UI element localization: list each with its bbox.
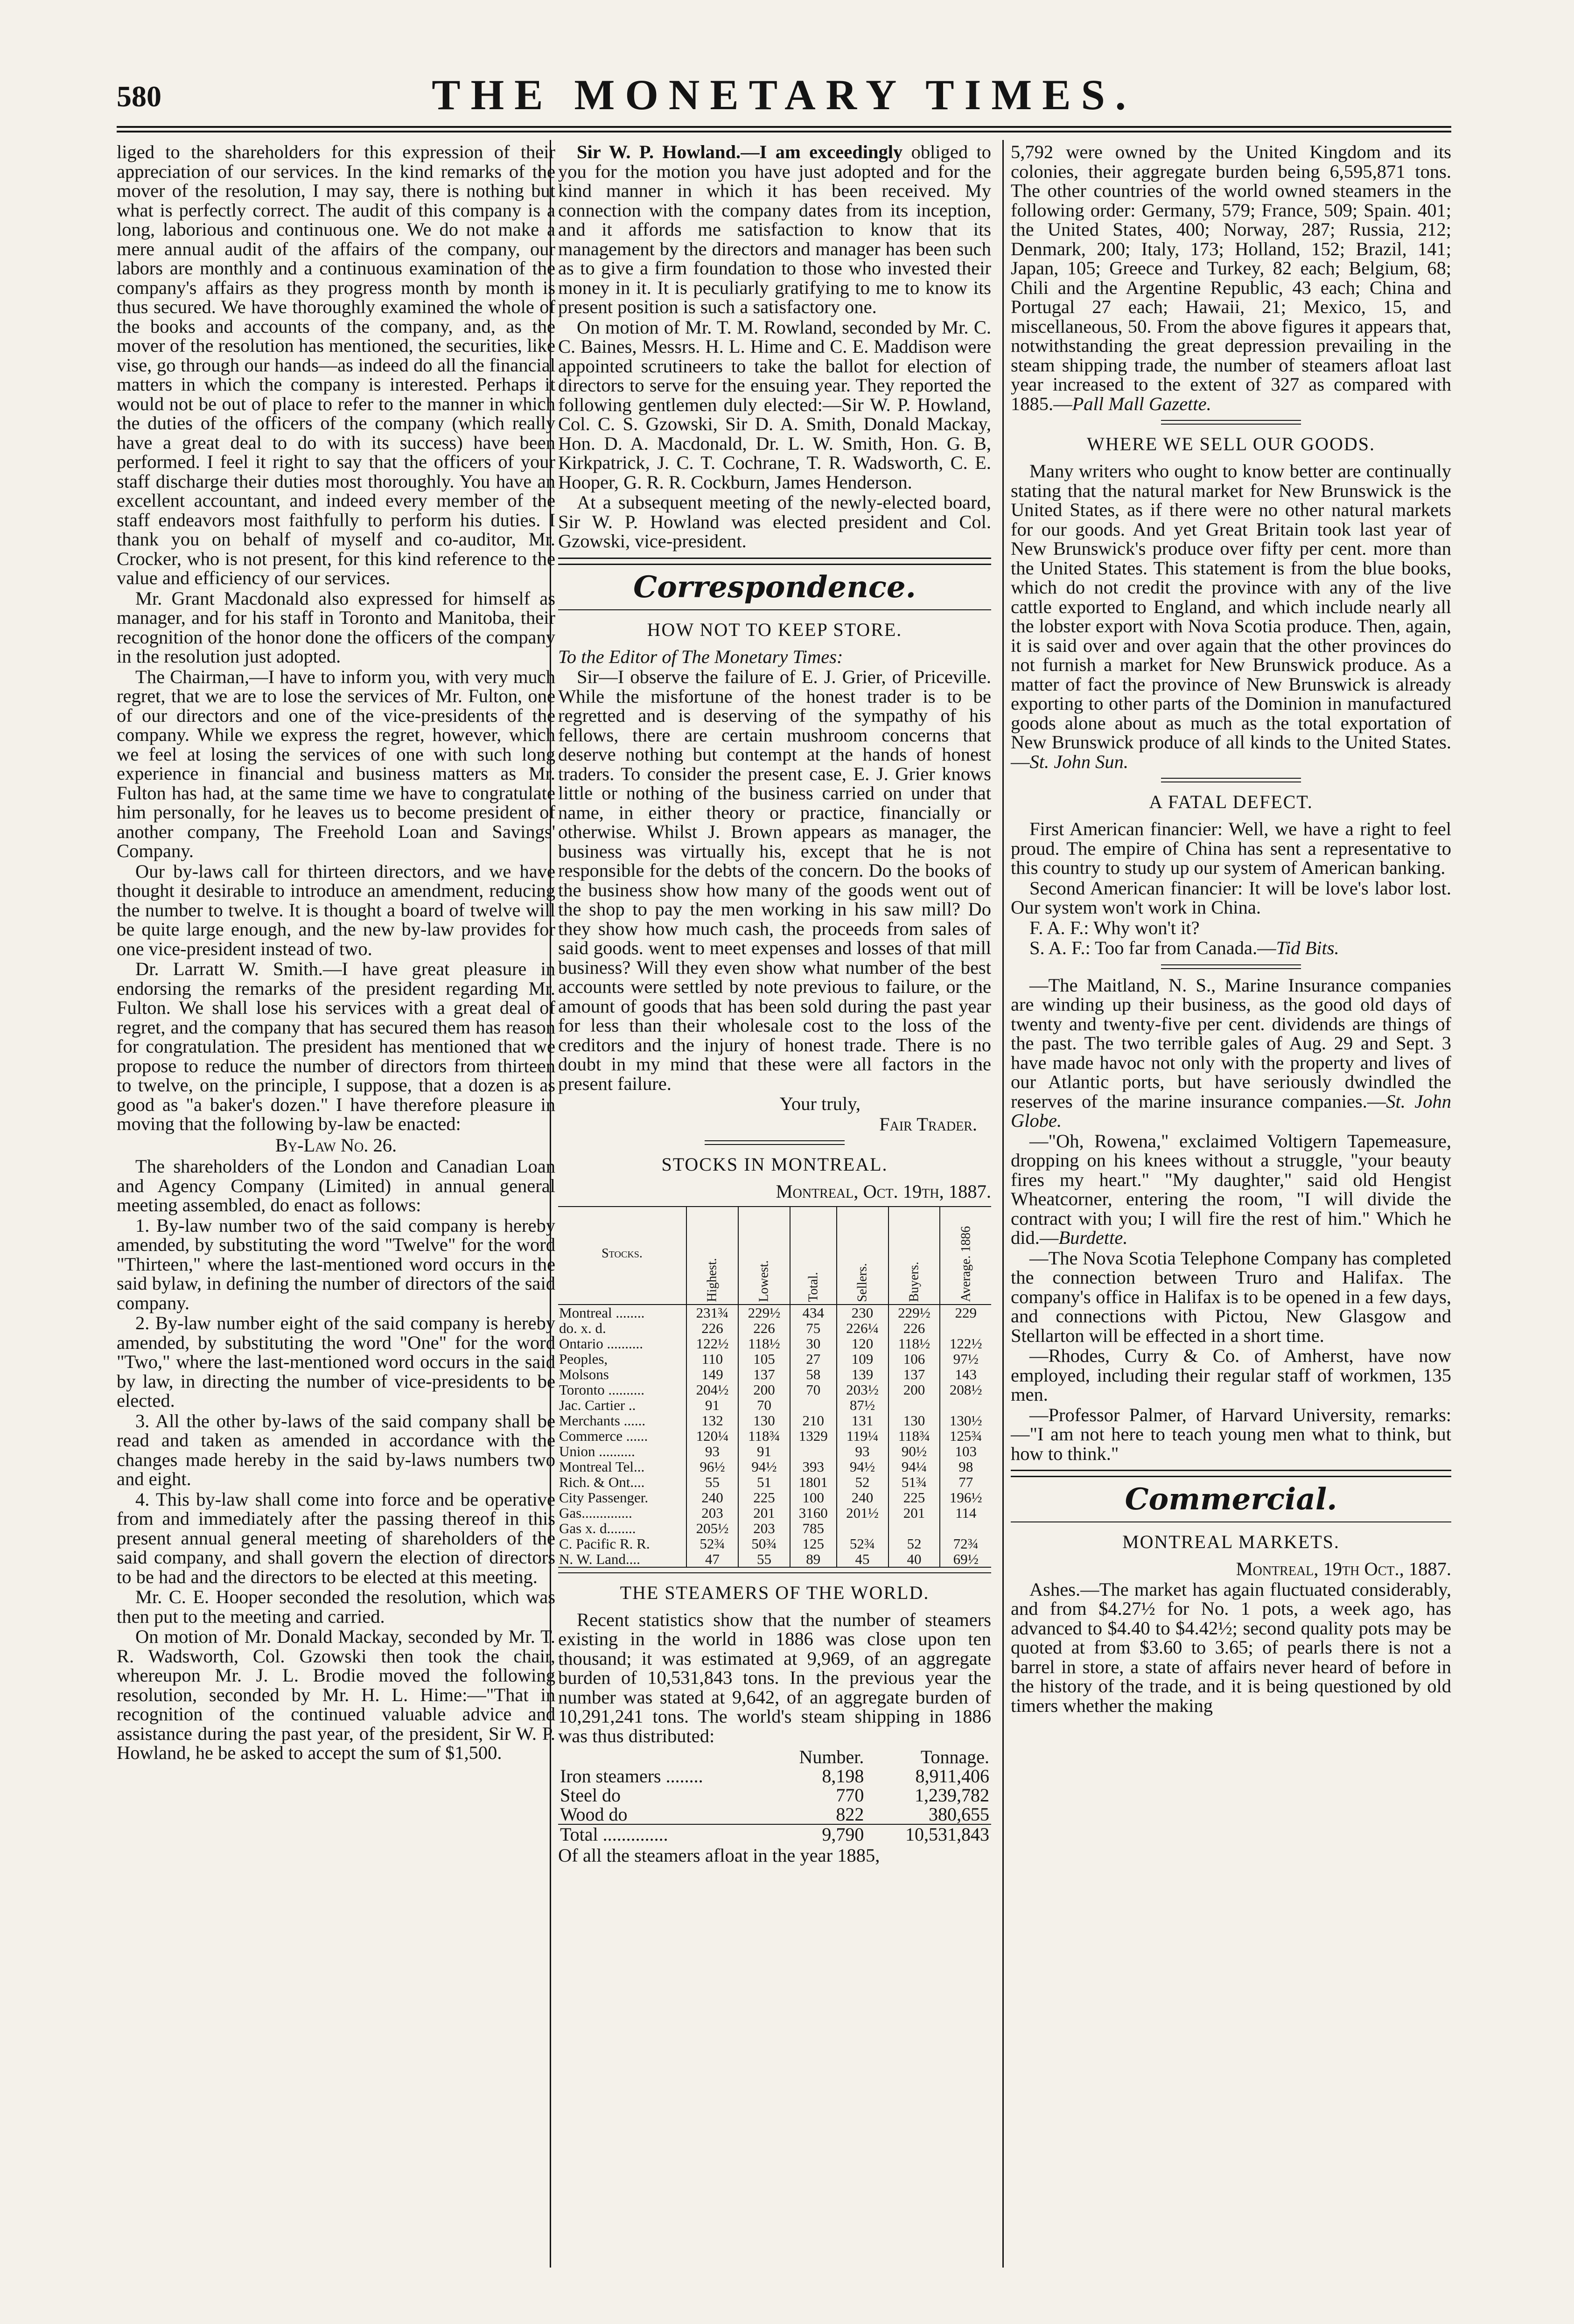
- stock-value-cell: 75: [790, 1320, 837, 1336]
- masthead: [117, 70, 1451, 126]
- article-paragraph: Many writers who ought to know better are continually stating that the natural market for New Brunswick is the United States, as if there were no other natural markets for our goods. And yet Great Britain took last year of New Brunswick's produce over fifty per cent. more than the United States. This statement is from the blue books, which do not credit the province with any of the live cattle exported to England, and which include nearly all the lobster export with Nova Scotia produce. Then, again, it is said over and over again that the other provinces do not furnish a market for New Brunswick produce. As a matter of fact the province of New Brunswick is already exporting to other parts of the Dominion in manufactured goods alone about as much as the total exportation of New Brunswick produce of all kinds to the United States.—St. John Sun.: [1011, 461, 1451, 772]
- stock-value-cell: 3160: [790, 1505, 837, 1521]
- speaker-lead: Sir W. P. Howland.—I am exceedingly: [577, 141, 903, 162]
- stock-value-cell: 93: [837, 1444, 888, 1459]
- table-row: [558, 1536, 991, 1551]
- stock-value-cell: 132: [686, 1413, 738, 1428]
- stock-name-cell: Commerce ......: [559, 1427, 648, 1444]
- article-paragraph: First American financier: Well, we have a right to feel proud. The empire of China has sent a representative to this country to study up our system of American banking.: [1011, 818, 1451, 878]
- stock-value-cell: 52¾: [837, 1536, 888, 1551]
- article-paragraph: F. A. F.: Why won't it?: [1029, 917, 1200, 938]
- stock-value-cell: 196½: [940, 1490, 991, 1505]
- stock-name-cell: Ontario ..........: [559, 1335, 643, 1352]
- section-heading-commercial: Commercial.: [1125, 1482, 1337, 1517]
- stock-value-cell: 118½: [738, 1336, 790, 1351]
- stock-value-cell: [940, 1521, 991, 1536]
- stock-value-cell: 52: [837, 1474, 888, 1490]
- stock-value-cell: 225: [888, 1490, 940, 1505]
- stock-name-cell: do. x. d.: [559, 1319, 606, 1336]
- stock-value-cell: 226: [888, 1320, 940, 1336]
- stock-value-cell: 70: [738, 1397, 790, 1413]
- table-row: [558, 1336, 991, 1351]
- column-header: Buyers.: [888, 1207, 940, 1305]
- stock-value-cell: 434: [790, 1305, 837, 1320]
- table-row: Steel do 770 1,239,782: [560, 1785, 989, 1806]
- table-row: [558, 1413, 991, 1428]
- stock-name-cell: Jac. Cartier ..: [559, 1396, 636, 1413]
- column-header: Average. 1886: [940, 1207, 991, 1305]
- stock-value-cell: 131: [837, 1413, 888, 1428]
- stock-value-cell: [940, 1397, 991, 1413]
- table-header-row: [558, 1207, 991, 1305]
- stock-value-cell: 130: [738, 1413, 790, 1428]
- stock-value-cell: 201: [738, 1505, 790, 1521]
- article-paragraph: liged to the shareholders for this expression of their appreciation of our services. In the kind remarks of the mover of the resolution, I may say, there is nothing but what is perfectly correct. The audit of this company is a long, laborious and continuous one. We do not make a mere annual audit of the affairs of the company, our labors are monthly and a continuous examination of the company's affairs as they progress month by month is thus secured. We have thoroughly examined the whole of the books and accounts of the company, and, as the mover of the resolution has mentioned, the securities, like vise, go through our hands—as indeed do all the financial matters in which the company is interested. Perhaps it would not be out of place to refer to the manner in which the duties of the officers of the company (which really have a great deal to do with its success) have been performed. I feel it right to say that the officers of your staff discharge their duties most thoroughly. You have an excellent accountant, and indeed every member of the staff endeavors most faithfully to perform his duties. I thank you on behalf of myself and co-auditor, Mr. Crocker, who is not present, for this kind reference to the value and efficiency of our services.: [117, 141, 555, 588]
- stock-name-cell: Union ..........: [559, 1443, 635, 1459]
- stock-name-cell: Toronto ..........: [559, 1381, 644, 1398]
- stock-value-cell: 47: [686, 1551, 738, 1567]
- stock-value-cell: 203: [686, 1505, 738, 1521]
- article-heading: HOW NOT TO KEEP STORE.: [647, 619, 902, 640]
- stock-value-cell: 69½: [940, 1551, 991, 1567]
- stock-value-cell: 208½: [940, 1382, 991, 1397]
- stock-value-cell: 77: [940, 1474, 991, 1490]
- stock-value-cell: 91: [738, 1444, 790, 1459]
- stock-value-cell: 52¾: [686, 1536, 738, 1551]
- table-row: [558, 1367, 991, 1382]
- stock-value-cell: 120¼: [686, 1428, 738, 1444]
- news-item: —Professor Palmer, of Harvard University, remarks:—"I am not here to teach young men what to think, but how to think.": [1011, 1404, 1451, 1464]
- stock-value-cell: 231¾: [686, 1305, 738, 1320]
- stock-value-cell: 114: [940, 1505, 991, 1521]
- stock-value-cell: [790, 1397, 837, 1413]
- table-row: [558, 1428, 991, 1444]
- rule: [1011, 1521, 1451, 1522]
- stock-name-cell: Rich. & Ont....: [559, 1473, 645, 1490]
- stock-value-cell: 30: [790, 1336, 837, 1351]
- table-header-row: Number. Tonnage.: [799, 1746, 989, 1767]
- stock-value-cell: 55: [686, 1474, 738, 1490]
- article-paragraph: S. A. F.: Too far from Canada.—Tid Bits.: [1029, 937, 1339, 958]
- article-paragraph: Our by-laws call for thirteen directors, and we have thought it desirable to introduce an amendment, reducing the number to twelve. It is thought a board of twelve will be quite large enough, and the new by-law provides for one vice-president instead of two.: [117, 860, 555, 959]
- article-paragraph: The Chairman,—I have to inform you, with very much regret, that we are to lose the services of Mr. Fulton, one of our directors and one of the vice-presidents of the company. While we express the regret, however, which we feel at losing the services of one with such long experience in financial and business matters as Mr. Fulton has had, at the same time we have to congratulate him personally, for he leaves us to become president of another company, The Freehold Loan and Savings' Company.: [117, 666, 555, 861]
- stock-name-cell: N. W. Land....: [558, 1551, 686, 1567]
- article-paragraph: Mr. C. E. Hooper seconded the resolution, which was then put to the meeting and carried.: [117, 1586, 555, 1627]
- stock-value-cell: 96½: [686, 1459, 738, 1474]
- table-row: [558, 1490, 991, 1505]
- stock-value-cell: 226: [738, 1320, 790, 1336]
- stock-value-cell: 100: [790, 1490, 837, 1505]
- table-row: Iron steamers ........ 8,198 8,911,406: [560, 1766, 989, 1787]
- article-paragraph: Sir W. P. Howland.—I am exceedingly obliged to you for the motion you have just adopted and for the kind manner in which it has been received. My connection with the company dates from its inception, and it affords me satisfaction to know that its management by the directors and manager has been such as to give a firm foundation to those who invested their money in it. It is peculiarly gratifying to me to know its present position is such a satisfactory one.: [558, 141, 991, 317]
- section-rule: [558, 558, 991, 565]
- dateline: Montreal, 19th Oct., 1887.: [1236, 1558, 1451, 1579]
- rule: [558, 1572, 991, 1573]
- stock-value-cell: 125¾: [940, 1428, 991, 1444]
- stock-value-cell: 201½: [837, 1505, 888, 1521]
- source-credit: St. John Globe.: [1011, 1090, 1452, 1131]
- stock-value-cell: 393: [790, 1459, 837, 1474]
- bylaw-clause: 1. By-law number two of the said company is hereby amended, by substituting the word "Twelve" for the word "Thirteen," where the last-mentioned word occurs in the said bylaw, in defining the number of directors of the said company.: [117, 1214, 555, 1313]
- news-item: —Rhodes, Curry & Co. of Amherst, have now employed, including their regular staff of workmen, 135 men.: [1011, 1345, 1451, 1405]
- table-row: [558, 1551, 991, 1567]
- column-1: [117, 142, 555, 1764]
- stock-value-cell: 51: [738, 1474, 790, 1490]
- news-item: —The Nova Scotia Telephone Company has completed the connection between Truro and Halifax. The company's office in Halifax is to be opened in a few days, and connections with Pictou, New Glasgow and Stellarton will be effected in a short time.: [1011, 1247, 1451, 1346]
- column-header: Highest.: [686, 1207, 738, 1305]
- stock-value-cell: 58: [790, 1367, 837, 1382]
- article-heading: A FATAL DEFECT.: [1149, 791, 1313, 812]
- stock-name-cell: Peoples,: [559, 1350, 608, 1367]
- table-total-row: Total .............. 9,790 10,531,843: [558, 1824, 991, 1844]
- stock-value-cell: 55: [738, 1551, 790, 1567]
- stock-value-cell: 45: [837, 1551, 888, 1567]
- source-credit: Tid Bits.: [1276, 937, 1339, 958]
- rule: [558, 609, 991, 610]
- stock-value-cell: 201: [888, 1505, 940, 1521]
- stock-value-cell: 139: [837, 1367, 888, 1382]
- stock-value-cell: 94¼: [888, 1459, 940, 1474]
- stock-value-cell: 125: [790, 1536, 837, 1551]
- stock-value-cell: 122½: [940, 1336, 991, 1351]
- stock-value-cell: 130½: [940, 1413, 991, 1428]
- article-paragraph: Of all the steamers afloat in the year 1885,: [558, 1845, 880, 1866]
- column-2: [551, 142, 999, 1866]
- stock-value-cell: 103: [940, 1444, 991, 1459]
- article-paragraph: Recent statistics show that the number of steamers existing in the world in 1886 was close upon ten thousand; it was estimated at 9,969, of an aggregate burden of 10,531,843 tons. In the previous year the number was stated at 9,642, of an aggregate burden of 10,291,241 tons. The world's steam shipping in 1886 was thus distributed:: [558, 1609, 991, 1746]
- stock-value-cell: [940, 1320, 991, 1336]
- stock-name-cell: Gas x. d........: [559, 1520, 636, 1536]
- page-number: 580: [117, 80, 161, 113]
- stock-value-cell: 203: [738, 1521, 790, 1536]
- stock-name-cell: City Passenger.: [559, 1489, 649, 1506]
- source-credit: St. John Sun.: [1029, 751, 1128, 772]
- section-rule: [1011, 1470, 1451, 1477]
- article-heading: THE STEAMERS OF THE WORLD.: [620, 1582, 930, 1603]
- stock-value-cell: 785: [790, 1521, 837, 1536]
- column-header: Lowest.: [738, 1207, 790, 1305]
- article-paragraph: Dr. Larratt W. Smith.—I have great pleasure in endorsing the remarks of the president regarding Mr. Fulton. We shall lose his services with a great deal of regret, and the company that has secured them has reason for congratulation. The president has mentioned that we propose to reduce the number of directors from thirteen to twelve, on the principle, I suppose, that a dozen is as good as "a baker's dozen." I have therefore pleasure in moving that the following by-law be enacted:: [117, 958, 555, 1134]
- market-report: Ashes.—The market has again fluctuated considerably, and from $4.27½ for No. 1 pots, a week ago, has advanced to $4.40 to $4.42½; second quality pots may be quoted at from $3.60 to 3.65; of pearls there is not a barrel in store, a state of affairs never heard of before in the history of the trade, and it is being questioned by old timers whether the making: [1011, 1578, 1451, 1716]
- stock-value-cell: 149: [686, 1367, 738, 1382]
- article-paragraph: On motion of Mr. Donald Mackay, seconded by Mr. T. R. Wadsworth, Col. Gzowski then took the chair, whereupon Mr. J. L. Brodie moved the following resolution, seconded by Mr. H. L. Hime:—"That in recognition of the continued valuable advice and assistance during the past year, of the president, Sir W. P. Howland, he be asked to accept the sum of $1,500.: [117, 1626, 555, 1763]
- stock-value-cell: 1801: [790, 1474, 837, 1490]
- article-paragraph: Second American financier: It will be love's labor lost. Our system won't work in China.: [1011, 877, 1451, 918]
- stock-value-cell: 52: [888, 1536, 940, 1551]
- stock-name-cell: Gas..............: [559, 1504, 632, 1521]
- stock-value-cell: 226: [686, 1320, 738, 1336]
- stock-value-cell: 106: [888, 1351, 940, 1367]
- stock-value-cell: 204½: [686, 1382, 738, 1397]
- stock-name-cell: Montreal ........: [559, 1304, 645, 1321]
- letter-salutation: To the Editor of The Monetary Times:: [558, 646, 843, 667]
- stock-value-cell: 90½: [888, 1444, 940, 1459]
- source-credit: Burdette.: [1058, 1227, 1128, 1248]
- table-row: [558, 1521, 991, 1536]
- article-heading: STOCKS IN MONTREAL.: [661, 1154, 888, 1175]
- column-header: Stocks.: [558, 1207, 686, 1305]
- table-row: [558, 1459, 991, 1474]
- rule: [1161, 420, 1301, 425]
- stock-value-cell: 143: [940, 1367, 991, 1382]
- stock-value-cell: 137: [888, 1367, 940, 1382]
- stock-value-cell: 72¾: [940, 1536, 991, 1551]
- stock-value-cell: 230: [837, 1305, 888, 1320]
- stock-value-cell: 229½: [888, 1305, 940, 1320]
- table-row: [558, 1382, 991, 1397]
- article-paragraph: Mr. Grant Macdonald also expressed for himself as manager, and for his staff in Toronto and Manitoba, their recognition of the honor done the officers of the company in the resolution just adopted.: [117, 587, 555, 667]
- stock-value-cell: 94½: [738, 1459, 790, 1474]
- stock-value-cell: 210: [790, 1413, 837, 1428]
- stock-value-cell: 1329: [790, 1428, 837, 1444]
- stock-value-cell: 91: [686, 1397, 738, 1413]
- column-header: Sellers.: [837, 1207, 888, 1305]
- stock-value-cell: 93: [686, 1444, 738, 1459]
- table-row: [558, 1320, 991, 1336]
- news-item: —The Maitland, N. S., Marine Insurance companies are winding up their business, as the good old days of twenty and twenty-five per cent. dividends are things of the past. The two terrible gales of Aug. 29 and Sept. 3 have made havoc not only with the property and lives of our Atlantic ports, but have seriously dwindled the reserves of the marine insurance companies.—St. John Globe.: [1011, 974, 1452, 1131]
- table-row: [558, 1351, 991, 1367]
- column-3: [1003, 142, 1451, 1716]
- stock-value-cell: 120: [837, 1336, 888, 1351]
- stock-value-cell: 118¾: [738, 1428, 790, 1444]
- stock-name-cell: Merchants ......: [559, 1412, 646, 1429]
- letter-signature: Fair Trader.: [879, 1113, 977, 1135]
- article-paragraph: On motion of Mr. T. M. Rowland, seconded by Mr. C. C. Baines, Messrs. H. L. Hime and C. E. Maddison were appointed scrutineers to take the ballot for election of directors to serve for the ensuing year. They reported the following gentlemen duly elected:—Sir W. P. Howland, Col. C. S. Gzowski, Sir D. A. Smith, Donald Mackay, Hon. D. A. Macdonald, Dr. L. W. Smith, Hon. G. B, Kirkpatrick, J. C. T. Cochrane, T. R. Wadsworth, C. E. Hooper, G. R. R. Cockburn, James Henderson.: [558, 316, 991, 493]
- news-item: —"Oh, Rowena," exclaimed Voltigern Tapemeasure, dropping on his knees without a struggle, "your beauty fires my heart." "My daughter," said old Hengist Wheatcorner, entering the room, "I will divide the contract with you; I will fire the rest of him." Which he did.—Burdette.: [1011, 1130, 1451, 1248]
- stock-value-cell: 229: [940, 1305, 991, 1320]
- rule: [1161, 778, 1301, 782]
- stock-value-cell: 97½: [940, 1351, 991, 1367]
- stock-value-cell: 200: [888, 1382, 940, 1397]
- stock-value-cell: 40: [888, 1551, 940, 1567]
- stock-value-cell: 137: [738, 1367, 790, 1382]
- stock-value-cell: [790, 1444, 837, 1459]
- bylaw-clause: 4. This by-law shall come into force and be operative from and immediately after the passing thereof in this present annual general meeting of shareholders of the said company, and shall govern the election of directors to be had and the directors to be elected at this meeting.: [117, 1488, 555, 1587]
- letter-body: Sir—I observe the failure of E. J. Grier, of Priceville. While the misfortune of the honest trader is to be regretted and is deserving of the sympathy of his fellows, there are certain mushroom concerns that deserve nothing but contempt at the hands of honest traders. To consider the present case, E. J. Grier knows little or nothing of the business carried on under that name, in either theory or practice, financially or otherwise. Whilst J. Brown appears as manager, the business was virtually his, except that he is not responsible for the debts of the concern. Do the books of the business show how many of the goods went out of the shop to pay the men working in his saw mill? Do they show how much cash, the proceeds from sales of said goods. went to meet expenses and losses of that mill business? Will they even show what number of the best accounts were settled by note previous to failure, or the amount of goods that has been sold during the past year for less than their wholesale cost to the loss of the creditors and the injury of honest trade. There is no doubt in my mind that these were all factors in the present failure.: [558, 666, 991, 1094]
- article-heading: MONTREAL MARKETS.: [1122, 1531, 1340, 1552]
- letter-closing: Your truly,: [779, 1093, 860, 1114]
- table-row: Wood do 822 380,655: [560, 1804, 989, 1825]
- stock-value-cell: 89: [790, 1551, 837, 1567]
- stock-name-cell: C. Pacific R. R.: [559, 1535, 650, 1552]
- column-header: Total.: [790, 1207, 837, 1305]
- stock-value-cell: 118¾: [888, 1428, 940, 1444]
- stock-value-cell: 200: [738, 1382, 790, 1397]
- table-row: [558, 1474, 991, 1490]
- stock-value-cell: 70: [790, 1382, 837, 1397]
- bylaw-title: By-Law No. 26.: [275, 1134, 397, 1156]
- rule: [1161, 964, 1301, 969]
- stock-value-cell: 110: [686, 1351, 738, 1367]
- section-heading-correspondence: Correspondence.: [633, 569, 916, 605]
- stock-value-cell: 94½: [837, 1459, 888, 1474]
- table-row: [558, 1397, 991, 1413]
- stock-value-cell: 203½: [837, 1382, 888, 1397]
- stock-value-cell: 98: [940, 1459, 991, 1474]
- bylaw-clause: 2. By-law number eight of the said company is hereby amended, by substituting the word "One" for the word "Two," where the last-mentioned word occurs in the said by law, in directing the number of vice-presidents to be elected.: [117, 1312, 555, 1411]
- article-paragraph: 5,792 were owned by the United Kingdom and its colonies, their aggregate burden being 6,595,871 tons. The other countries of the world owned steamers in the following order: Germany, 579; France, 509; Spain. 401; the United States, 400; Norway, 287; Russia, 212; Denmark, 200; Italy, 173; Holland, 152; Brazil, 141; Japan, 105; Greece and Turkey, 82 each; Belgium, 68; Chili and the Argentine Republic, 43 each; China and Portugal 27 each; Hawaii, 21; Mexico, 15, and miscellaneous, 50. From the above figures it appears that, notwithstanding the great depression prevailing in the steam shipping trade, the number of steamers afloat last year increased to the extent of 327 as compared with 1885.—Pall Mall Gazette.: [1011, 141, 1451, 414]
- stock-value-cell: [888, 1521, 940, 1536]
- table-row: [558, 1505, 991, 1521]
- dateline: Montreal, Oct. 19th, 1887.: [776, 1181, 991, 1202]
- stock-value-cell: 240: [686, 1490, 738, 1505]
- stock-value-cell: 119¼: [837, 1428, 888, 1444]
- stock-value-cell: 226¼: [837, 1320, 888, 1336]
- stock-value-cell: 225: [738, 1490, 790, 1505]
- stock-value-cell: 87½: [837, 1397, 888, 1413]
- article-paragraph: At a subsequent meeting of the newly-elected board, Sir W. P. Howland was elected president and Col. Gzowski, vice-president.: [558, 492, 991, 551]
- stock-value-cell: 51¾: [888, 1474, 940, 1490]
- article-heading: WHERE WE SELL OUR GOODS.: [1087, 433, 1375, 454]
- stock-value-cell: 229½: [738, 1305, 790, 1320]
- rule: [705, 1140, 845, 1145]
- stock-value-cell: 122½: [686, 1336, 738, 1351]
- stock-name-cell: Montreal Tel...: [559, 1458, 645, 1475]
- shipping-table: [558, 1747, 991, 1844]
- masthead-rule: [117, 126, 1451, 133]
- stock-name-cell: Molsons: [559, 1366, 609, 1382]
- stock-value-cell: [888, 1397, 940, 1413]
- stock-value-cell: 109: [837, 1351, 888, 1367]
- article-paragraph: The shareholders of the London and Canadian Loan and Agency Company (Limited) in annual general meeting assembled, do enact as follows:: [117, 1156, 555, 1215]
- publication-title: THE MONETARY TIMES.: [432, 71, 1136, 119]
- stock-value-cell: 130: [888, 1413, 940, 1428]
- stock-value-cell: [837, 1521, 888, 1536]
- stocks-table: [558, 1206, 991, 1568]
- source-credit: Pall Mall Gazette.: [1072, 393, 1211, 414]
- stock-value-cell: 105: [738, 1351, 790, 1367]
- stock-value-cell: 50¾: [738, 1536, 790, 1551]
- table-row: [558, 1444, 991, 1459]
- stock-value-cell: 27: [790, 1351, 837, 1367]
- table-row: [558, 1305, 991, 1320]
- stock-value-cell: 240: [837, 1490, 888, 1505]
- bylaw-clause: 3. All the other by-laws of the said company shall be read and taken as amended in accordance with the changes made hereby in the said by-laws numbers two and eight.: [117, 1410, 555, 1489]
- stock-value-cell: 118½: [888, 1336, 940, 1351]
- stock-value-cell: 205½: [686, 1521, 738, 1536]
